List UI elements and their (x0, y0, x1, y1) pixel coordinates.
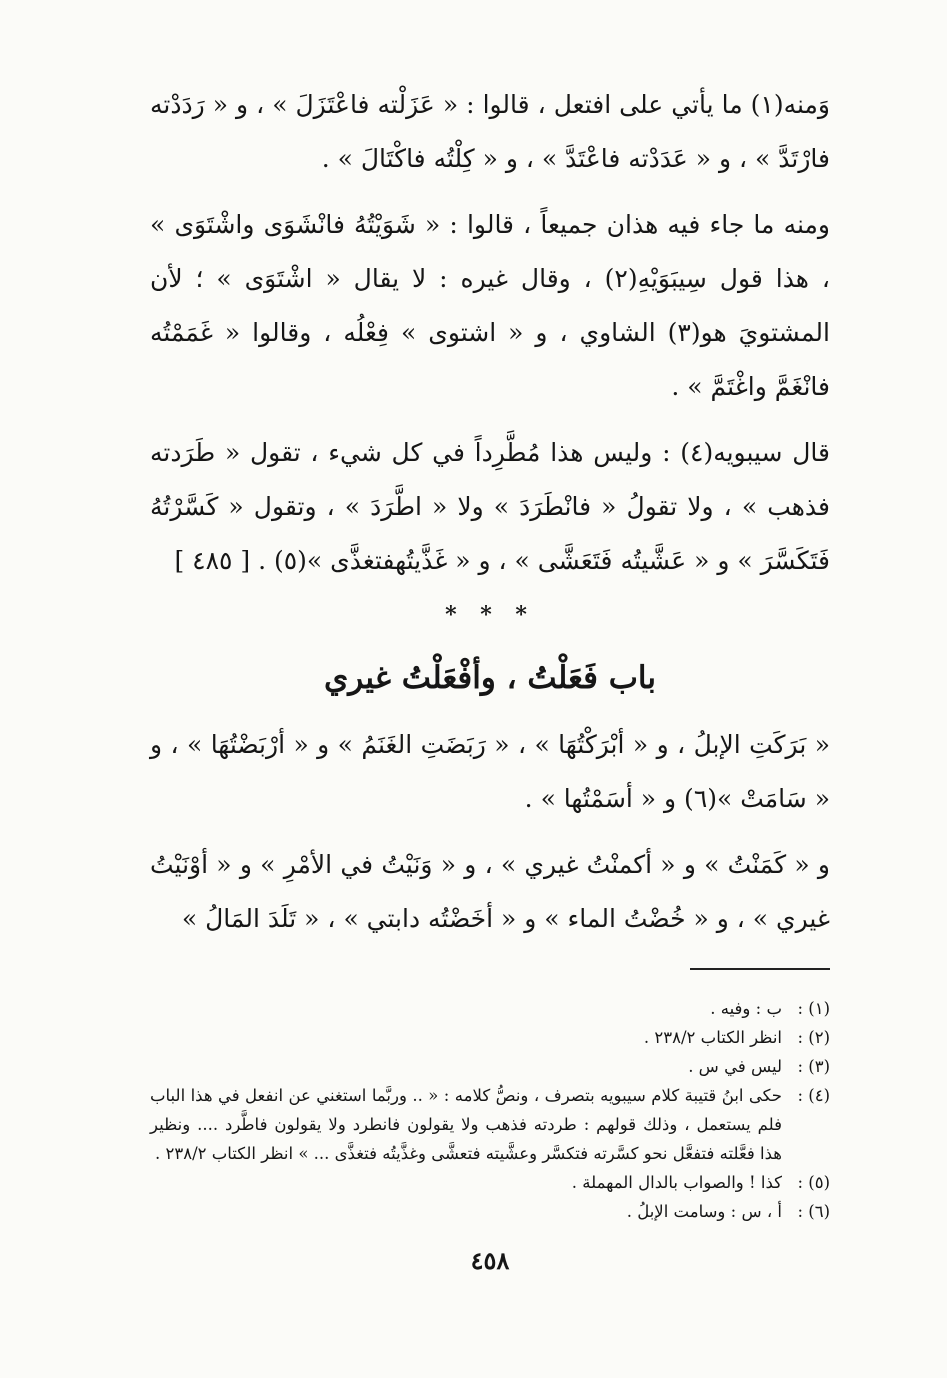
footnote-number: (٣) : (797, 1057, 830, 1076)
section-separator: * * * (445, 602, 535, 628)
footnote-number: (٦) : (797, 1202, 830, 1221)
footnote-number: (٥) : (797, 1173, 830, 1192)
footnote-number: (٢) : (797, 1028, 830, 1047)
footnote-6 (150, 1197, 830, 1226)
footnote-rule (690, 968, 830, 970)
footnote-4 (150, 1081, 830, 1168)
footnote-3 (150, 1052, 830, 1081)
paragraph-3: قال سيبويه(٤) : وليس هذا مُطَّرِداً في كل شيء ، تقول « طَرَدته فذهب » ، ولا تقولُ « فانْطَرَدَ » ولا « اطَّرَدَ » ، وتقول « كَسَّرْتُهُ فَتَكَسَّرَ » و « عَشَّيتُه فَتَعَشَّى » ، و « غَذَّيتُهفتغذَّى »(٥) . [ ٤٨٥ ] (150, 438, 830, 575)
footnotes (150, 994, 830, 1226)
footnote-text: كذا ! والصواب بالدال المهملة . (571, 1173, 782, 1192)
footnote-text: ب : وفيه . (710, 999, 782, 1018)
section-paragraph-1: « بَرَكَتِ الإبلُ ، و « أبْرَكْتُهَا » ، « رَبَضَتِ الغَنَمُ » و « أرْبَضْتُهَا » ، و « سَامَتْ »(٦) و « أسَمْتُها » . (150, 730, 830, 813)
footnote-1 (150, 994, 830, 1023)
footnote-text: ليس في س . (688, 1057, 782, 1076)
page-body (150, 78, 830, 1275)
footnote-2 (150, 1023, 830, 1052)
paragraph-1: وَمنه(١) ما يأتي على افتعل ، قالوا : « عَزَلْته فاعْتَزَلَ » ، و « رَدَدْته فارْتَدَّ » ، و « عَدَدْته فاعْتَدَّ » ، و « كِلْتُه فاكْتَالَ » . (150, 90, 830, 173)
section-title: باب فَعَلْتُ ، وأفْعَلْتُ غيري (324, 660, 656, 696)
page-number: ٤٥٨ (470, 1246, 510, 1275)
paragraph-2: ومنه ما جاء فيه هذان جميعاً ، قالوا : « شَوَيْتُهُ فانْشَوَى واشْتَوَى » ، هذا قول سِيبَوَيْهِ(٢) ، وقال غيره : لا يقال « اشْتَوَى » ؛ لأن المشتويَ هو(٣) الشاوي ، و « اشتوى » فِعْلُه ، وقالوا « غَمَمْتُه فانْغَمَّ واغْتَمَّ » . (150, 210, 830, 401)
footnote-text: انظر الكتاب ٢٣٨/٢ . (643, 1028, 782, 1047)
footnote-number: (٤) : (797, 1086, 830, 1105)
footnote-text: حكى ابنُ قتيبة كلام سيبويه بتصرف ، ونصُّ كلامه : « .. وربَّما استغني عن انفعل في هذا الباب فلم يستعمل ، وذلك قولهم : طردته فذهب ولا يقولون فانطرد ولا يقولون فاطَّرد .... ونظير هذا فعَّلته فتفعَّل نحو كسَّرته فتكسَّر وعشَّيته فتعشَّى وغذَّيتُه فتغذَّى ... » انظر الكتاب ٢٣٨/٢ . (150, 1086, 782, 1163)
section-paragraph-2: و « كَمَنْتُ » و « أكمنْتُ غيري » ، و « وَنَيْتُ في الأمْرِ » و « أوْنَيْتُ غيري » ، و « خُضْتُ الماء » و « أخَضْتُه دابتي » ، « تَلَدَ المَالُ » (150, 850, 830, 933)
footnote-number: (١) : (797, 999, 830, 1018)
footnote-5 (150, 1168, 830, 1197)
footnote-text: أ ، س : وسامت الإبلُ . (626, 1202, 782, 1221)
